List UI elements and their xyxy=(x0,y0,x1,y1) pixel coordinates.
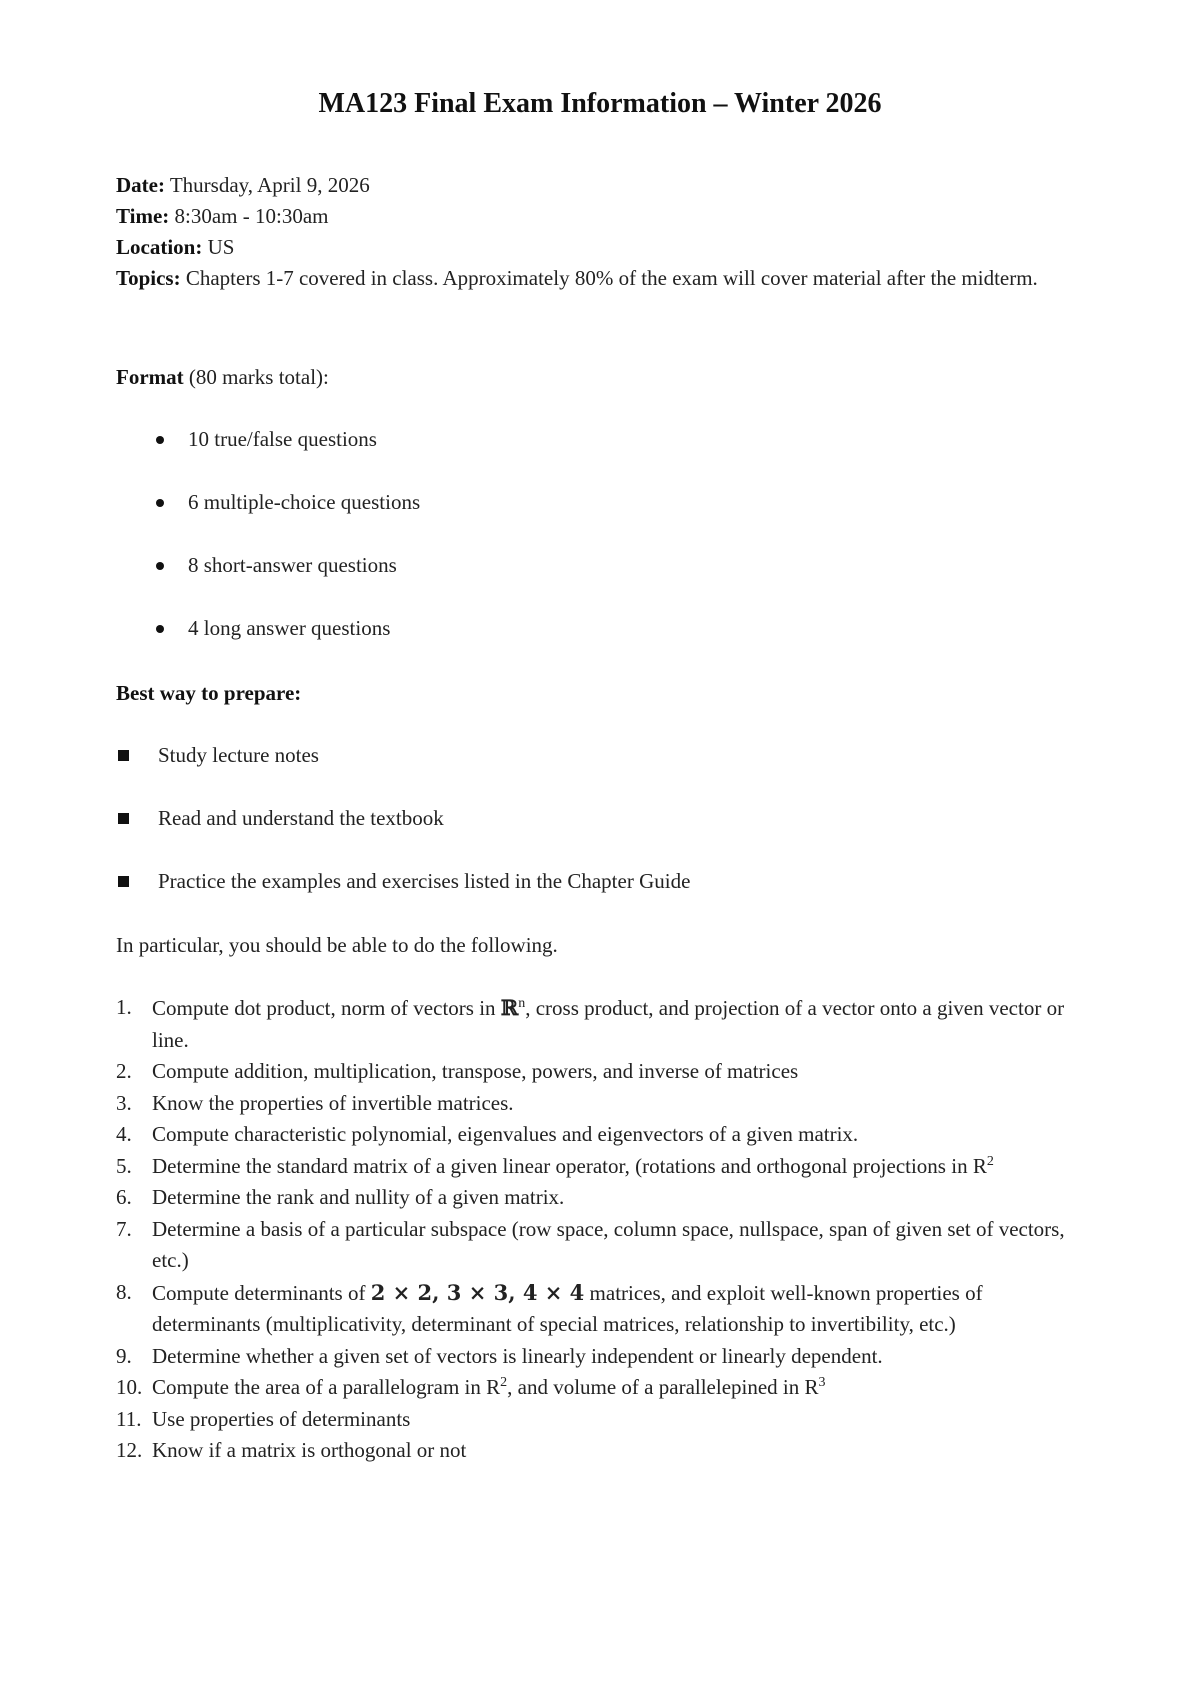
item-number: 1. xyxy=(116,995,132,1019)
exam-info xyxy=(116,170,1096,294)
list-item xyxy=(116,1214,1086,1277)
item-number: 7. xyxy=(116,1216,132,1241)
topics-label: Topics: xyxy=(116,266,181,290)
list-item xyxy=(116,803,690,866)
skill-text: Compute determinants of xyxy=(152,1280,371,1305)
list-item xyxy=(116,1151,1086,1183)
skills-list xyxy=(116,992,1086,1467)
matrix-sizes: 2 × 2, 3 × 3, 4 × 4 xyxy=(370,1279,585,1305)
superscript: 2 xyxy=(986,1153,994,1169)
skill-text: matrices, and exploit well-known properties of determinants (multiplicativity, determinant of special matrices, relationship to invertibility, etc.) xyxy=(152,1280,983,1336)
time-value: 8:30am - 10:30am xyxy=(169,204,329,228)
date-value: Thursday, April 9, 2026 xyxy=(164,173,370,197)
real-numbers-symbol: ℝ xyxy=(500,995,519,1020)
list-item xyxy=(116,1341,1086,1373)
list-item xyxy=(116,866,690,929)
skill-text: Determine the standard matrix of a given linear operator, (rotations and orthogonal projections in R xyxy=(152,1153,987,1178)
prepare-item-text: Study lecture notes xyxy=(158,743,319,767)
location-line xyxy=(116,232,1096,263)
prepare-item-text: Practice the examples and exercises listed in the Chapter Guide xyxy=(158,869,691,893)
format-list xyxy=(116,424,420,676)
item-number: 4. xyxy=(116,1122,132,1146)
list-item xyxy=(116,1119,1086,1151)
list-item xyxy=(116,1088,1086,1120)
skill-text: Compute dot product, norm of vectors in xyxy=(152,996,501,1020)
item-number: 9. xyxy=(116,1343,132,1368)
prepare-item-text: Read and understand the textbook xyxy=(158,806,444,830)
list-item xyxy=(116,424,420,487)
location-value: US xyxy=(202,235,235,259)
particular-intro: In particular, you should be able to do the following. xyxy=(116,933,558,957)
prepare-list xyxy=(116,740,690,929)
list-item xyxy=(116,613,420,676)
list-item xyxy=(116,1277,1086,1341)
time-label: Time: xyxy=(116,204,170,228)
skill-text: Determine whether a given set of vectors is linearly independent or linearly dependent. xyxy=(152,1343,883,1368)
superscript: n xyxy=(518,996,526,1011)
list-item xyxy=(116,1404,1086,1436)
bullet-icon xyxy=(156,436,164,444)
bullet-icon xyxy=(156,499,164,507)
skill-text: Use properties of determinants xyxy=(152,1406,411,1431)
item-number: 2. xyxy=(116,1059,132,1083)
skill-text: Know if a matrix is orthogonal or not xyxy=(152,1438,467,1462)
item-number: 5. xyxy=(116,1153,132,1178)
format-label: Format xyxy=(116,365,184,389)
square-bullet-icon xyxy=(118,750,129,761)
format-note: (80 marks total): xyxy=(183,365,329,389)
skill-text: Determine the rank and nullity of a given matrix. xyxy=(152,1185,565,1209)
superscript: 2 xyxy=(500,1375,508,1390)
prepare-heading: Best way to prepare: xyxy=(116,681,302,705)
item-number: 10. xyxy=(116,1375,143,1399)
format-item-text: 10 true/false questions xyxy=(188,427,377,451)
item-number: 3. xyxy=(116,1090,132,1115)
skill-text: Determine a basis of a particular subspace (row space, column space, nullspace, span of given set of vectors, etc.) xyxy=(152,1216,1065,1272)
date-line xyxy=(116,170,1096,201)
superscript: 3 xyxy=(818,1375,826,1390)
item-number: 12. xyxy=(116,1438,143,1462)
list-item xyxy=(116,1435,1086,1467)
list-item xyxy=(116,1056,1086,1088)
square-bullet-icon xyxy=(118,813,129,824)
topics-value: Chapters 1-7 covered in class. Approximately 80% of the exam will cover material after the midterm. xyxy=(180,266,1038,290)
format-item-text: 6 multiple-choice questions xyxy=(188,490,421,514)
item-number: 11. xyxy=(116,1406,142,1431)
skill-text: Compute characteristic polynomial, eigenvalues and eigenvectors of a given matrix. xyxy=(152,1122,859,1146)
item-number: 8. xyxy=(116,1279,132,1304)
bullet-icon xyxy=(156,562,164,570)
skill-text: Compute the area of a parallelogram in R xyxy=(152,1375,501,1399)
item-number: 6. xyxy=(116,1185,132,1209)
list-item xyxy=(116,550,420,613)
list-item xyxy=(116,1372,1086,1404)
skill-text: , and volume of a parallelepined in R xyxy=(507,1375,819,1399)
skill-text: Know the properties of invertible matrices. xyxy=(152,1090,514,1115)
location-label: Location: xyxy=(116,235,203,259)
bullet-icon xyxy=(156,625,164,633)
document-title: MA123 Final Exam Information – Winter 2026 xyxy=(318,88,882,119)
skill-text: Compute addition, multiplication, transpose, powers, and inverse of matrices xyxy=(152,1059,799,1083)
topics-line xyxy=(116,263,1096,294)
list-item xyxy=(116,1182,1086,1214)
time-line xyxy=(116,201,1096,232)
skill-text: , cross product, and projection of a vector onto a given vector or line. xyxy=(152,996,1065,1052)
format-item-text: 8 short-answer questions xyxy=(188,553,397,577)
format-heading xyxy=(116,362,329,393)
date-label: Date: xyxy=(116,173,165,197)
list-item xyxy=(116,487,420,550)
square-bullet-icon xyxy=(118,876,129,887)
list-item xyxy=(116,992,1086,1056)
list-item xyxy=(116,740,690,803)
format-item-text: 4 long answer questions xyxy=(188,616,391,640)
